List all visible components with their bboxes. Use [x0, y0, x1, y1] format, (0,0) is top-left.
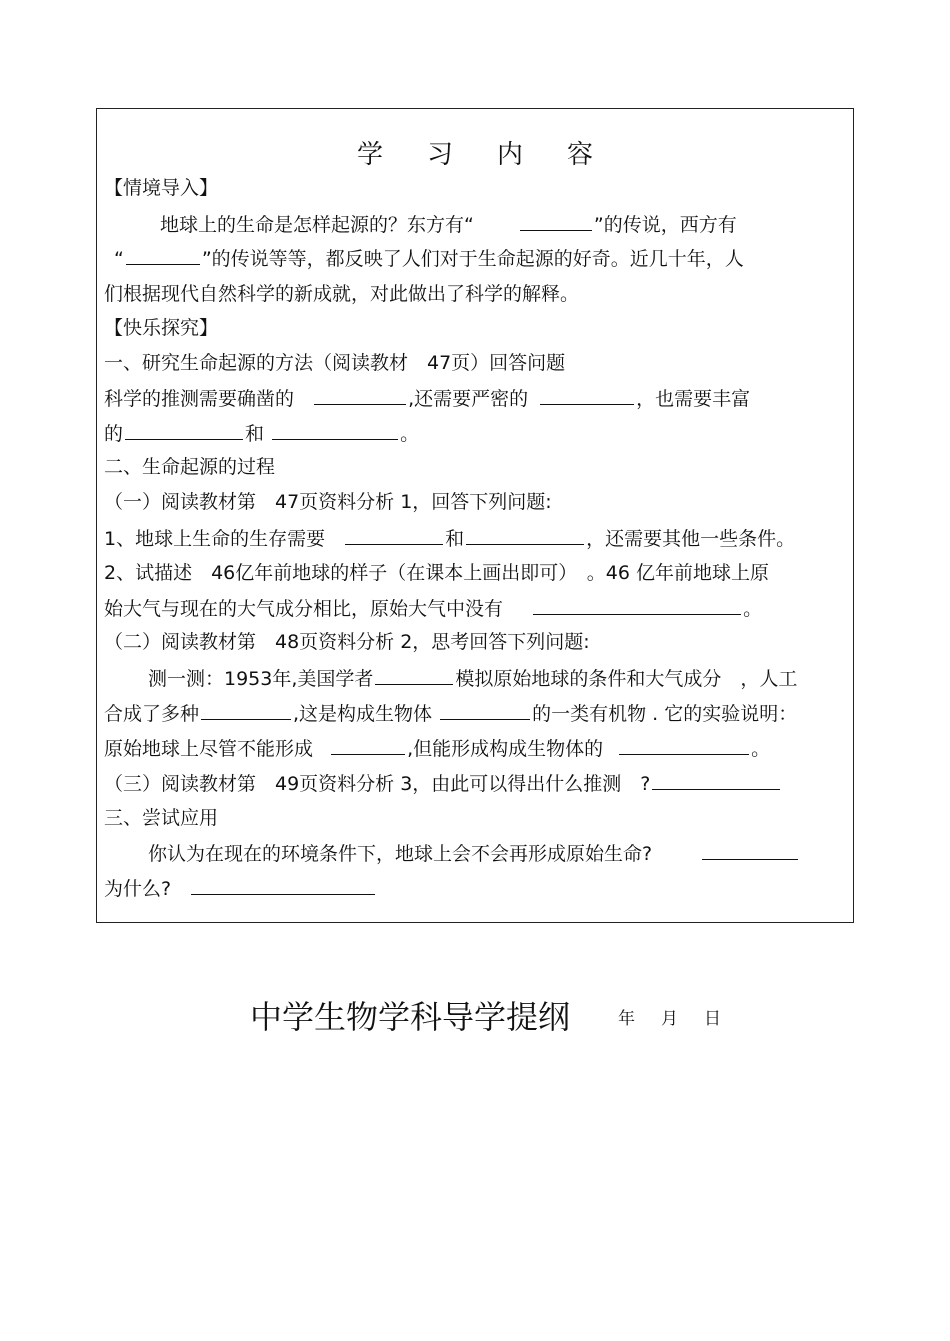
blank-survival-need-2[interactable]: [466, 526, 584, 545]
footer-title: 中学生物学科导学提纲: [250, 998, 571, 1036]
box-title: 学习内容: [356, 140, 637, 170]
apply-question: 你认为在现在的环境条件下，地球上会不会再形成原始生命?: [148, 841, 800, 866]
intro-heading: 【情境导入】: [104, 177, 219, 199]
explore-heading: 【快乐探究】: [104, 317, 219, 339]
experiment-line-1: 测一测：1953年,美国学者 模拟原始地球的条件和大气成分 ，人工: [148, 668, 798, 690]
blank-missing-gas[interactable]: [533, 596, 741, 615]
part-3-heading: （三）阅读教材第 49页资料分析 3，由此可以得出什么推测 ?: [104, 771, 782, 796]
apply-why: 为什么?: [104, 876, 377, 901]
blank-reason[interactable]: [191, 876, 375, 895]
blank-answer[interactable]: [702, 841, 798, 860]
blank-synthesized[interactable]: [201, 701, 291, 720]
blank-survival-need-1[interactable]: [345, 526, 443, 545]
intro-line-3: 们根据现代自然科学的新成就，对此做出了科学的解释。: [104, 283, 580, 305]
footer-year: 年: [618, 1009, 635, 1029]
footer-day: 日: [704, 1009, 721, 1029]
intro-line-2: “ ”的传说等等，都反映了人们对于生命起源的好奇。近几十年，人: [114, 248, 744, 270]
experiment-line-2: 合成了多种 ,这是构成生物体 的一类有机物 . 它的实验说明：: [104, 703, 798, 725]
question-2-line-2: 始大气与现在的大气成分相比，原始大气中没有 。: [104, 598, 763, 620]
part-2-heading: （二）阅读教材第 48页资料分析 2，思考回答下列问题:: [104, 631, 590, 653]
blank-creativity[interactable]: [272, 421, 398, 440]
footer-date: [618, 1004, 721, 1029]
section-1-line-1: 科学的推测需要确凿的 ,还需要严密的 ，也需要丰富: [104, 388, 751, 410]
blank-scientist[interactable]: [375, 666, 453, 685]
experiment-line-3: 原始地球上尽管不能形成 ,但能形成构成生物体的 。: [104, 738, 771, 760]
blank-cannot-form[interactable]: [331, 736, 405, 755]
section-3-heading: 三、尝试应用: [104, 807, 219, 829]
intro-line-1: 地球上的生命是怎样起源的？东方有“ ”的传说，西方有: [160, 214, 737, 236]
part-1-heading: （一）阅读教材第 47页资料分析 1，回答下列问题:: [104, 491, 552, 513]
footer-month: 月: [661, 1009, 678, 1029]
blank-can-form[interactable]: [619, 736, 749, 755]
question-2-line-1: 2、试描述 46亿年前地球的样子（在课本上画出即可） 。46 亿年前地球上原: [104, 562, 769, 584]
blank-imagination[interactable]: [125, 421, 243, 440]
blank-western-legend[interactable]: [126, 246, 200, 265]
section-1-line-2: 的 和 。: [104, 423, 420, 445]
blank-evidence[interactable]: [314, 386, 406, 405]
blank-inference[interactable]: [652, 771, 780, 790]
section-1-heading: 一、研究生命起源的方法（阅读教材 47页）回答问题: [104, 352, 566, 374]
section-2-heading: 二、生命起源的过程: [104, 456, 276, 478]
blank-organic-role[interactable]: [440, 701, 530, 720]
blank-eastern-legend[interactable]: [520, 212, 592, 231]
question-1: 1、地球上生命的生存需要 和 ，还需要其他一些条件。: [104, 528, 796, 550]
blank-reasoning[interactable]: [540, 386, 634, 405]
